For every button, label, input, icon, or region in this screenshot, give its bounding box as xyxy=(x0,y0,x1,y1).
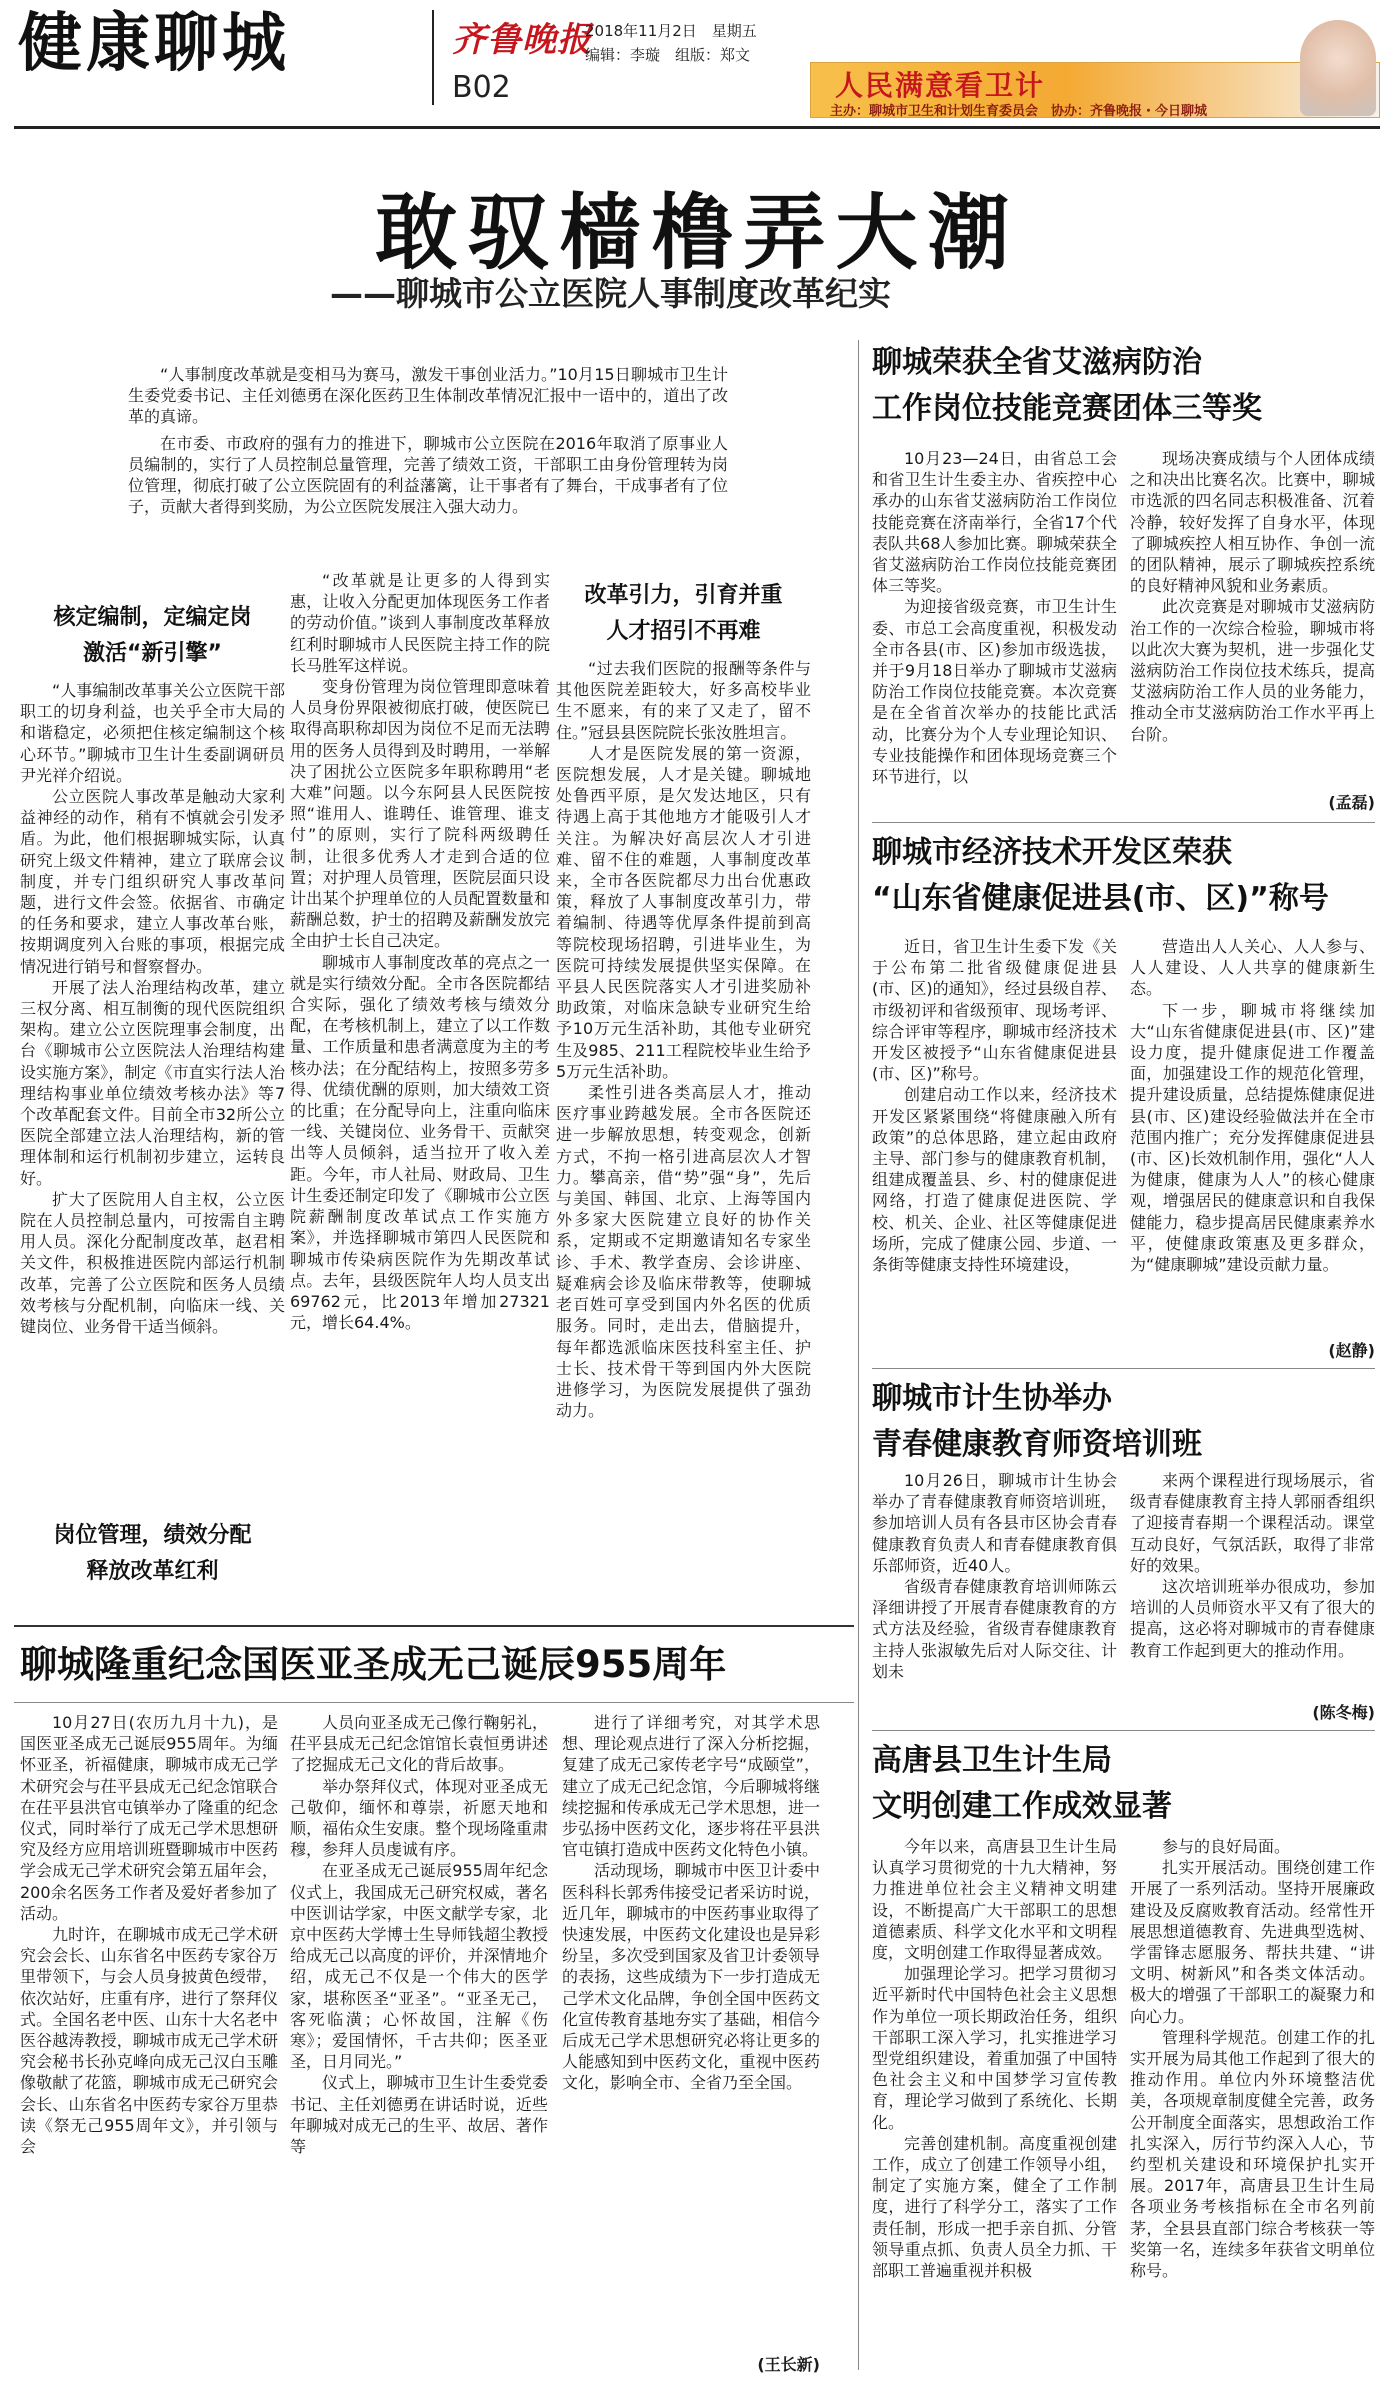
paragraph: “过去我们医院的报酬等条件与其他医院差距较大，好多高校毕业生不愿来，有的来了又走了，留不住。”冠县县医院院长张汝胜坦言。 xyxy=(556,659,811,742)
story-divider xyxy=(872,1730,1375,1731)
subhead-line: 岗位管理，绩效分配 xyxy=(53,1523,252,1548)
page-number: B02 xyxy=(452,70,511,105)
paragraph: 完善创建机制。高度重视创建工作，成立了创建工作领导小组，制定了实施方案，健全了工作制度，进行了科学分工，落实了工作责任制，形成一把手亲自抓、分管领导重点抓、负责人员全力抓、干部职工普遍重视并积极 xyxy=(872,2133,1117,2281)
paragraph: 进行了详细考究，对其学术思想、理论观点进行了深入分析挖掘，复建了成无己家传老字号“成颐堂”，建立了成无己纪念馆，今后聊城将继续挖掘和传承成无己学术思想，进一步弘扬中医药文化，逐步将茌平县洪官屯镇打造成中医药文化特色小镇。 xyxy=(562,1713,820,1860)
paragraph: 现场决赛成绩与个人团体成绩之和决出比赛名次。比赛中，聊城市选派的四名同志积极准备、沉着冷静，较好发挥了自身水平，体现了聊城疾控人相互协作、争创一流的团队精神，展示了聊城疾控系统的良好精神风貌和业务素质。 xyxy=(1130,449,1375,596)
paragraph: 10月26日，聊城市计生协会举办了青春健康教育师资培训班，参加培训人员有各县市区协会青春健康教育负责人和青春健康教育俱乐部师资，近40人。 xyxy=(872,1471,1117,1575)
paragraph: 管理科学规范。创建工作的扎实开展为局其他工作起到了很大的推动作用。单位内外环境整洁优美，各项规章制度健全完善，政务公开制度全面落实，思想政治工作扎实深入，厉行节约深入人心，节约型机关建设和环境保护扎实开展。2017年，高唐县卫生计生局各项业务考核指标在全市名列前茅，全县县直部门综合考核获一等奖第一名，连续多年获省文明单位称号。 xyxy=(1130,2027,1375,2281)
gaotang-headline xyxy=(872,1738,1172,1830)
paragraph: 下一步，聊城市将继续加大“山东省健康促进县(市、区)”建设力度，提升健康促进工作覆盖面，加强建设工作的规范化管理，提升建设质量，总结提炼健康促进县(市、区)建设经验做法并在全市范围内推广；充分发挥健康促进县(市、区)长效机制作用，强化“人人为健康，健康为人人”的核心健康观，增强居民的健康意识和自我保健能力，稳步提高居民健康素养水平，使健康政策惠及更多群众，为“健康聊城”建设贡献力量。 xyxy=(1130,1000,1375,1275)
headline-line: 青春健康教育师资培训班 xyxy=(872,1427,1202,1462)
paragraph: 营造出人人关心、人人参与、人人建设、人人共享的健康新生态。 xyxy=(1130,937,1375,999)
kaifaqu-byline: (赵静) xyxy=(1328,1341,1375,1360)
paragraph: 参与的良好局面。 xyxy=(1162,1837,1291,1856)
kaifaqu-col-b xyxy=(1130,936,1375,1336)
subhead-line: 改革引力，引育并重 xyxy=(584,583,783,608)
memorial-col-3 xyxy=(562,1712,820,2352)
gaotang-col-b xyxy=(1130,1836,1375,2376)
masthead-rule xyxy=(14,126,1380,129)
paragraph: 变身份管理为岗位管理即意味着人员身份界限被彻底打破，使医院已取得高职称却因为岗位不足而无法聘用的医务人员得到及时聘用，一举解决了困扰公立医院多年职称聘用“老大难”问题。以今东阿县人民医院按照“谁用人、谁聘任、谁管理、谁支付”的原则，实行了院科两级聘任制，让很多优秀人才走到合适的位置；对护理人员管理，医院层面只设计出某个护理单位的人员配置数量和薪酬总数，护士的招聘及薪酬发放完全由护士长自己决定。 xyxy=(290,677,550,951)
memorial-col-2 xyxy=(290,1712,548,2376)
memorial-byline: (王长新) xyxy=(757,2355,820,2374)
paragraph: “人事编制改革事关公立医院干部职工的切身利益，也关乎全市大局的和谐稳定，必须把住核定编制这个核心环节。”聊城市卫生计生委副调研员尹光祥介绍说。 xyxy=(20,681,285,785)
subhead-rencai xyxy=(556,578,811,650)
editors-line: 编辑：李璇 组版：郑文 xyxy=(585,46,751,64)
masthead-divider xyxy=(432,10,434,105)
subhead-line: 人才招引不再难 xyxy=(606,619,761,644)
paragraph: 10月27日(农历九月十九)，是国医亚圣成无己诞辰955周年。为缅怀亚圣，祈福健康，聊城市成无己学术研究会与茌平县成无己纪念馆联合在茌平县洪官屯镇举办了隆重的纪念仪式，同时举行了成无己学术思想研究及经方应用培训班暨聊城市中医药学会成无己学术研究会第五届年会，200余名医务工作者及爱好者参加了活动。 xyxy=(20,1713,278,1923)
banner-title: 人民满意看卫计 xyxy=(835,69,1046,102)
paragraph: 举办祭拜仪式，体现对亚圣成无己敬仰，缅怀和尊崇，祈愿天地和顺，福佑众生安康。整个现场隆重肃穆，参拜人员虔诚有序。 xyxy=(290,1776,548,1860)
paragraph: 扎实开展活动。围绕创建工作开展了一系列活动。坚持开展廉政建设及反腐败教育活动。经常性开展思想道德教育、先进典型选树、学雷锋志愿服务、帮扶共建、“讲文明、树新风”和各类文体活动。极大的增强了干部职工的凝聚力和向心力。 xyxy=(1130,1858,1375,2026)
paragraph: 聊城市人事制度改革的亮点之一就是实行绩效分配。全市各医院都结合实际，强化了绩效考核与绩效分配，在考核机制上，建立了以工作数量、工作质量和患者满意度为主的考核办法；在分配结构上，按照多劳多得、优绩优酬的原则，加大绩效工资的比重；在分配导向上，注重向临床一线、关键岗位、业务骨干、贡献突出等人员倾斜，适当拉开了收入差距。今年，市人社局、财政局、卫生计生委还制定印发了《聊城市公立医院薪酬制度改革试点工作实施方案》，并选择聊城市第四人民医院和聊城市传染病医院作为先期改革试点。去年，县级医院年人均人员支出69762元，比2013年增加27321元，增长64.4%。 xyxy=(290,952,550,1333)
main-col-1 xyxy=(20,680,285,1510)
paragraph: 10月23—24日，由省总工会和省卫生计生委主办、省疾控中心承办的山东省艾滋病防治工作岗位技能竞赛在济南举行，全省17个代表队共68人参加比赛。聊城荣获全省艾滋病防治工作岗位技能竞赛团体三等奖。 xyxy=(872,449,1117,596)
main-col-2 xyxy=(290,570,550,1595)
headline-line: 聊城市经济技术开发区荣获 xyxy=(872,835,1232,870)
jihua-headline xyxy=(872,1376,1202,1468)
aids-headline xyxy=(872,340,1262,432)
paragraph: 省级青春健康教育培训师陈云泽细讲授了开展青春健康教育的方式方法及经验，省级青春健康教育主持人张淑敏先后对人际交往、计划未 xyxy=(872,1577,1117,1681)
subhead-line: 激活“新引擎” xyxy=(83,641,222,666)
memorial-col-1 xyxy=(20,1712,278,2376)
banner-host-line: 主办：聊城市卫生和计划生育委员会 协办：齐鲁晚报・今日聊城 xyxy=(830,104,1208,119)
story-divider xyxy=(872,822,1375,823)
paragraph: 为迎接省级竞赛，市卫生计生委、市总工会高度重视，积极发动全市各县(市、区)参加市级选拔，并于9月18日举办了聊城市艾滋病防治工作岗位技能竞赛。本次竞赛是在全省首次举办的技能比武活动，比赛分为个人专业理论知识、专业技能操作和团体现场竞赛三个环节进行，以 xyxy=(872,597,1117,787)
headline-line: 文明创建工作成效显著 xyxy=(872,1789,1172,1824)
headline-line: “山东省健康促进县(市、区)”称号 xyxy=(872,881,1329,916)
paragraph: 今年以来，高唐县卫生计生局认真学习贯彻党的十九大精神，努力推进单位社会主义精神文明建设，不断提高广大干部职工的思想道德素质、科学文化水平和文明程度，文明创建工作取得显著成效。 xyxy=(872,1837,1117,1963)
newspaper-logo: 齐鲁晚报 xyxy=(452,20,592,60)
jihua-col-b xyxy=(1130,1470,1375,1700)
main-lead xyxy=(128,364,728,523)
paragraph: 这次培训班举办很成功，参加培训的人员师资水平又有了很大的提高，这必将对聊城市的青春健康教育工作起到更大的推动作用。 xyxy=(1130,1577,1375,1660)
headline-line: 高唐县卫生计生局 xyxy=(872,1743,1112,1778)
main-col-3 xyxy=(556,658,811,1595)
paragraph: 九时许，在聊城市成无己学术研究会会长、山东省名中医药专家谷万里带领下，与会人员身披黄色绶带，依次站好，庄重有序，进行了祭拜仪式。全国名老中医、山东十大名老中医谷越涛教授，聊城市成无己学术研究会秘书长孙克峰向成无己汉白玉雕像敬献了花篮，聊城市成无己研究会会长、山东省名中医药专家谷万里恭读《祭无己955周年文》，并引领与会 xyxy=(20,1925,278,2157)
subhead-bianzhi xyxy=(20,600,285,672)
paragraph: 创建启动工作以来，经济技术开发区紧紧围绕“将健康融入所有政策”的总体思路，建立起由政府主导、部门参与的健康教育机制，组建成覆盖县、乡、村的健康促进网络，打造了健康促进医院、学校、机关、企业、社区等健康促进场所，完成了健康公园、步道、一条街等健康支持性环境建设， xyxy=(872,1085,1117,1275)
paragraph: 活动现场，聊城市中医卫计委中医科科长郭秀伟接受记者采访时说，近几年，聊城市的中医药事业取得了快速发展，中医药文化建设也是异彩纷呈，多次受到国家及省卫计委领导的表扬，这些成绩为下一步打造成无己学术文化品牌，争创全国中医药文化宣传教育基地夯实了基础，相信今后成无己学术思想研究必将让更多的人能感知到中医药文化，重视中医药文化，影响全市、全省乃至全国。 xyxy=(562,1861,820,2093)
subhead-line: 释放改革红利 xyxy=(86,1559,219,1584)
main-headline: 敢驭樯橹弄大潮 xyxy=(375,185,1020,281)
main-subheadline: ——聊城市公立医院人事制度改革纪实 xyxy=(330,274,891,313)
gaotang-col-a xyxy=(872,1836,1117,2376)
kaifaqu-headline xyxy=(872,830,1329,922)
paragraph: 开展了法人治理结构改革，建立三权分离、相互制衡的现代医院组织架构。建立公立医院理事会制度，出台《聊城市公立医院法人治理结构建设实施方案》，制定《市直实行法人治理结构事业单位绩效考核办法》等7个改革配套文件。目前全市32所公立医院全部建立法人治理结构，新的管理体制和运行机制初步建立，运转良好。 xyxy=(20,977,285,1188)
headline-line: 聊城市计生协举办 xyxy=(872,1381,1112,1416)
paragraph: 仪式上，聊城市卫生计生委党委书记、主任刘德勇在讲话时说，近些年聊城对成无己的生平、故居、著作等 xyxy=(290,2073,548,2157)
date-line: 2018年11月2日 星期五 xyxy=(585,22,757,40)
lead-paragraph: “人事制度改革就是变相马为赛马，激发干事创业活力。”10月15日聊城市卫生计生委党委书记、主任刘德勇在深化医药卫生体制改革情况汇报中一语中的，道出了改革的真谛。 xyxy=(128,365,728,426)
paragraph: 人员向亚圣成无己像行鞠躬礼，茌平县成无己纪念馆馆长袁恒勇讲述了挖掘成无己文化的背后故事。 xyxy=(290,1713,548,1775)
subhead-line: 核定编制，定编定岗 xyxy=(53,605,252,630)
subhead-gangwei xyxy=(20,1518,285,1590)
nurse-photo xyxy=(1300,20,1376,116)
paragraph: 柔性引进各类高层人才，推动医疗事业跨越发展。全市各医院还进一步解放思想，转变观念，创新方式，不拘一格引进高层次人才智力。攀高亲，借“势”强“身”，先后与美国、韩国、北京、上海等国内外多家大医院建立良好的协作关系，定期或不定期邀请知名专家坐诊、手术、教学查房、会诊讲座、疑难病会诊及临床带教等，使聊城老百姓可享受到国内外名医的优质服务。同时，走出去，借脑提升，每年都选派临床医技科室主任、护士长、技术骨干等到国内外大医院进修学习，为医院发展提供了强劲动力。 xyxy=(556,1083,811,1421)
jihua-byline: (陈冬梅) xyxy=(1312,1703,1375,1722)
paragraph: 此次竞赛是对聊城市艾滋病防治工作的一次综合检验，聊城市将以此次大赛为契机，进一步强化艾滋病防治工作岗位技术练兵，提高艾滋病防治工作人员的业务能力，推动全市艾滋病防治工作水平再上台阶。 xyxy=(1130,597,1375,744)
paragraph: 在亚圣成无己诞辰955周年纪念仪式上，我国成无己研究权威，著名中医训诂学家，中医文献学专家，北京中医药大学博士生导师钱超尘教授给成无己以高度的评价，并深情地介绍，成无己不仅是一个伟大的医学家，堪称医圣“亚圣”。“亚圣无己，客死临潢；心怀故国，注解《伤寒》；爱国情怀，千古共仰；医圣亚圣，日月同光。” xyxy=(290,1861,548,2072)
column-separator xyxy=(858,340,859,2370)
paragraph: 近日，省卫生计生委下发《关于公布第二批省级健康促进县(市、区)的通知》，经过县级自荐、市级初评和省级预审、现场考评、综合评审等程序，聊城市经济技术开发区被授予“山东省健康促进县(市、区)”称号。 xyxy=(872,937,1117,1084)
paragraph: “改革就是让更多的人得到实惠，让收入分配更加体现医务工作者的劳动价值。”谈到人事制度改革释放红利时聊城市人民医院主持工作的院长马胜军这样说。 xyxy=(290,571,550,675)
aids-col-a xyxy=(872,448,1117,808)
aids-col-b xyxy=(1130,448,1375,788)
jihua-col-a xyxy=(872,1470,1117,1720)
paragraph: 扩大了医院用人自主权，公立医院在人员控制总量内，可按需自主聘用人员。深化分配制度改革，赵君相关文件，积极推进医院内部运行机制改革，完善了公立医院和医务人员绩效考核与分配机制，向临床一线、关键岗位、业务骨干适当倾斜。 xyxy=(20,1189,285,1337)
story-divider xyxy=(872,1368,1375,1369)
paragraph: 加强理论学习。把学习贯彻习近平新时代中国特色社会主义思想作为单位一项长期政治任务，组织干部职工深入学习，扎实推进学习型党组织建设，着重加强了中国特色社会主义和中国梦学习宣传教育，理论学习做到了系统化、长期化。 xyxy=(872,1964,1117,2132)
kaifaqu-col-a xyxy=(872,936,1117,1356)
headline-line: 工作岗位技能竞赛团体三等奖 xyxy=(872,391,1262,426)
section-title: 健康聊城 xyxy=(18,7,290,81)
section-rule xyxy=(14,1625,854,1627)
paragraph: 公立医院人事改革是触动大家利益神经的动作，稍有不慎就会引发矛盾。为此，他们根据聊城实际，认真研究上级文件精神，建立了联席会议制度，并专门组织研究人事改革问题，进行文件会签。依据省、市确定的任务和要求，建立人事改革台账，按期调度列入台账的事项，根据完成情况进行销号和督察督办。 xyxy=(20,787,285,976)
memorial-headline: 聊城隆重纪念国医亚圣成无己诞辰955周年 xyxy=(20,1643,727,1686)
section-rule xyxy=(14,1702,854,1703)
paragraph: 人才是医院发展的第一资源，医院想发展，人才是关键。聊城地处鲁西平原，是欠发达地区，只有待遇上高于其他地方才能吸引人才关注。为解决好高层次人才引进难、留不住的难题，人事制度改革来，全市各医院都尽力出台优惠政策，释放了人事制度改革引力，带着编制、待遇等优厚条件提前到高等院校现场招聘，引进毕业生，为医院可持续发展提供坚实保障。在平县人民医院落实人才引进奖励补助政策，对临床急缺专业研究生给予10万元生活补助，其他专业研究生及985、211工程院校毕业生给予5万元生活补助。 xyxy=(556,743,811,1081)
paragraph: 来两个课程进行现场展示，省级青春健康教育主持人郭丽香组织了迎接青春期一个课程活动。课堂互动良好，气氛活跃，取得了非常好的效果。 xyxy=(1130,1471,1375,1575)
aids-byline: (孟磊) xyxy=(1328,793,1375,812)
lead-paragraph: 在市委、市政府的强有力的推进下，聊城市公立医院在2016年取消了原事业人员编制的，实行了人员控制总量管理，完善了绩效工资，干部职工由身份管理转为岗位管理，彻底打破了公立医院固有的利益藩篱，让干事者有了舞台，干成事者有了位子，贡献大者得到奖励，为公立医院发展注入强大动力。 xyxy=(128,434,728,516)
headline-line: 聊城荣获全省艾滋病防治 xyxy=(872,345,1202,380)
